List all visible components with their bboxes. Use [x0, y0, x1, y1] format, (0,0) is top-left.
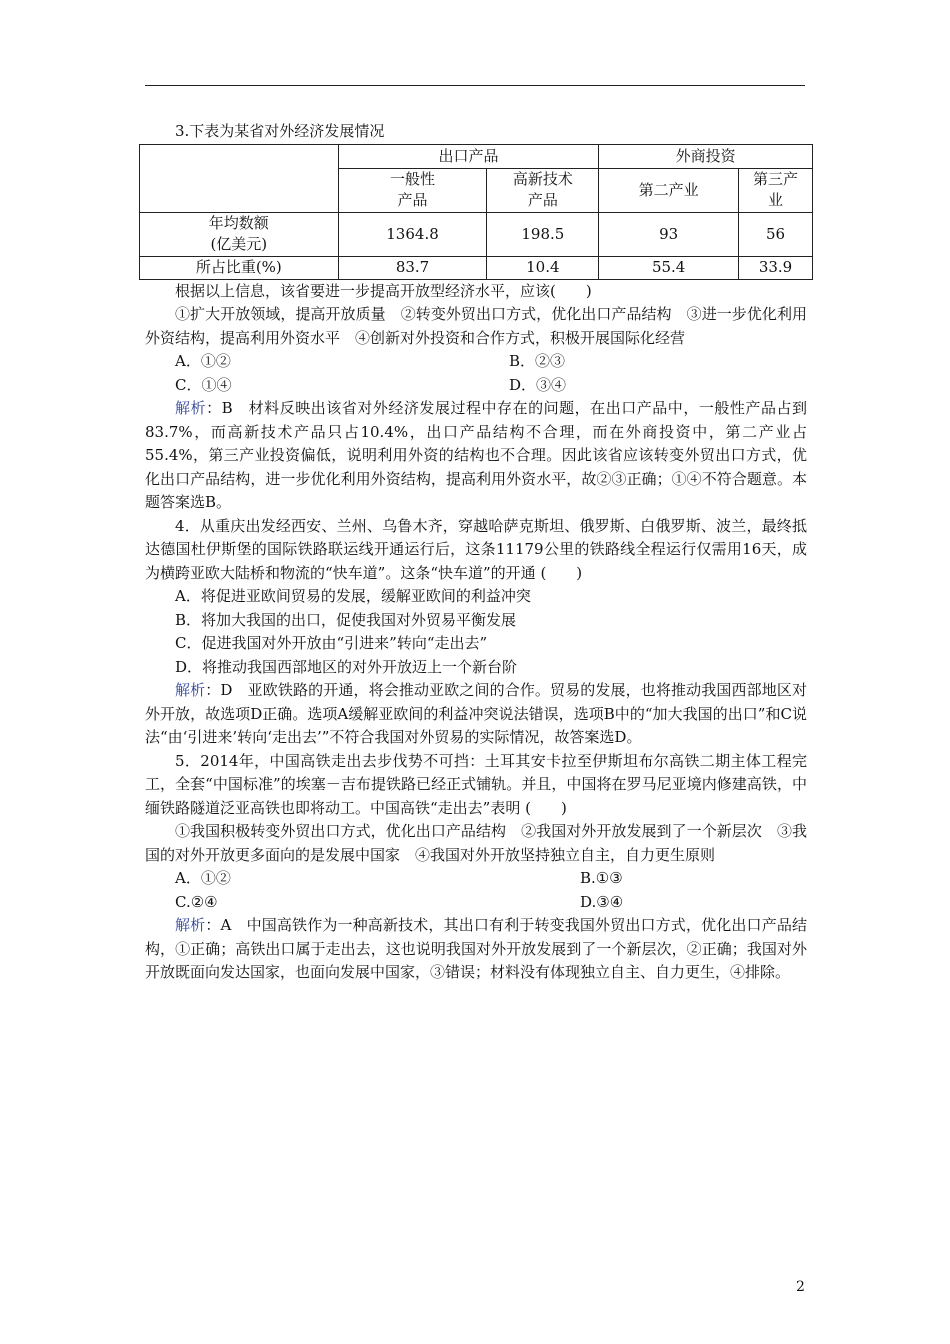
table-row: [140, 212, 813, 256]
table-cell: 83.7: [338, 256, 487, 279]
table-cell: 10.4: [487, 256, 599, 279]
analysis-label: 解析: [175, 916, 206, 934]
q3-option-d: D．③④: [509, 375, 567, 394]
table-cell: 56: [739, 212, 813, 256]
page-content: [145, 120, 807, 985]
economy-table: [139, 144, 813, 280]
q4-stem: 4．从重庆出发经西安、兰州、乌鲁木齐，穿越哈萨克斯坦、俄罗斯、白俄罗斯、波兰，最终抵达德国杜伊斯堡的国际铁路联运线开通运行后，这条11179公里的铁路线全程运行仅需用16天，成为横跨亚欧大陆桥和物流的“快车道”。这条“快车道”的开通 ( ): [145, 516, 807, 582]
table-cell: 198.5: [487, 212, 599, 256]
table-sub-third: 第三产 业: [739, 168, 813, 212]
q5-statements: ①我国积极转变外贸出口方式，优化出口产品结构 ②我国对外开放发展到了一个新层次 ③我国的对外开放更多面向的是发展中国家 ④我国对外开放坚持独立自主，自力更生原则: [145, 822, 807, 864]
table-cell: 1364.8: [338, 212, 487, 256]
q5-option-c: C.②④: [175, 892, 218, 911]
q4-option-c: C．促进我国对外开放由“引进来”转向“走出去”: [175, 634, 488, 652]
table-row: [140, 256, 813, 279]
table-header-export: 出口产品: [338, 144, 599, 168]
q5-options-row-2: [145, 891, 807, 915]
table-sub-hightech: 高新技术 产品: [487, 168, 599, 212]
q3-option-b: B．②③: [509, 352, 566, 370]
q3-statements: ①扩大开放领域，提高开放质量 ②转变外贸出口方式，优化出口产品结构 ③进一步优化利用外资结构，提高利用外资水平 ④创新对外投资和合作方式，积极开展国际化经营: [145, 305, 807, 347]
q4-option-d: D．将推动我国西部地区的对外开放迈上一个新台阶: [175, 657, 518, 676]
q4-option-a: A．将促进亚欧间贸易的发展，缓解亚欧间的利益冲突: [175, 587, 531, 605]
table-cell: 55.4: [599, 256, 739, 279]
table-row2-label: 所占比重(%): [140, 256, 339, 279]
q3-options-row-1: [145, 350, 807, 374]
analysis-label: 解析: [175, 681, 206, 699]
q3-stem: 根据以上信息，该省要进一步提高开放型经济水平，应该( ): [175, 281, 592, 300]
q4-analysis: 解析：D 亚欧铁路的开通，将会推动亚欧之间的合作。贸易的发展，也将推动我国西部地区对外开放，故选项D正确。选项A缓解亚欧间的利益冲突说法错误，选项B中的“加大我国的出口”和C说法“由‘引进来’转向‘走出去’”不符合我国对外贸易的实际情况，故答案选D。: [145, 681, 807, 746]
table-sub-second: 第二产业: [599, 168, 739, 212]
q5-option-d: D.③④: [580, 892, 624, 911]
q3-analysis: 解析：B 材料反映出该省对外经济发展过程中存在的问题，在出口产品中，一般性产品占到83.7%，而高新技术产品只占10.4%，出口产品结构不合理，而在外商投资中，第二产业占55.4%，第三产业投资偏低，说明利用外资的结构也不合理。因此该省应该转变外贸出口方式，优化出口产品结构，进一步优化利用外资结构，提高利用外资水平，故②③正确；①④不符合题意。本题答案选B。: [145, 399, 807, 511]
q3-option-c: C．①④: [175, 375, 232, 394]
q5-options-row-1: [145, 867, 807, 891]
q3-title: 3.下表为某省对外经济发展情况: [175, 122, 385, 140]
table-header-invest: 外商投资: [599, 144, 813, 168]
q5-option-b: B.①③: [580, 869, 623, 887]
q3-option-a: A．①②: [175, 352, 231, 370]
table-corner-cell: [140, 144, 339, 212]
table-cell: 33.9: [739, 256, 813, 279]
q3-options-row-2: [145, 374, 807, 398]
table-sub-general: 一般性 产品: [338, 168, 487, 212]
table-row1-label: 年均数额 (亿美元): [140, 212, 339, 256]
analysis-label: 解析: [175, 399, 207, 417]
q5-stem: 5．2014年，中国高铁走出去步伐势不可挡：土耳其安卡拉至伊斯坦布尔高铁二期主体工程完工，全套“中国标准”的埃塞－吉布提铁路已经正式铺轨。并且，中国将在罗马尼亚境内修建高铁，中缅铁路隧道泛亚高铁也即将动工。中国高铁“走出去”表明 ( ): [145, 751, 807, 817]
header-rule: [145, 85, 805, 86]
page-number: 2: [796, 1279, 805, 1295]
q5-option-a: A．①②: [175, 869, 231, 887]
q5-analysis: 解析：A 中国高铁作为一种高新技术，其出口有利于转变我国外贸出口方式，优化出口产品结构，①正确；高铁出口属于走出去，这也说明我国对外开放发展到了一个新层次，②正确；我国对外开放既面向发达国家，也面向发展中国家，③错误；材料没有体现独立自主、自力更生，④排除。: [145, 916, 807, 981]
table-cell: 93: [599, 212, 739, 256]
q4-option-b: B．将加大我国的出口，促使我国对外贸易平衡发展: [175, 610, 517, 629]
